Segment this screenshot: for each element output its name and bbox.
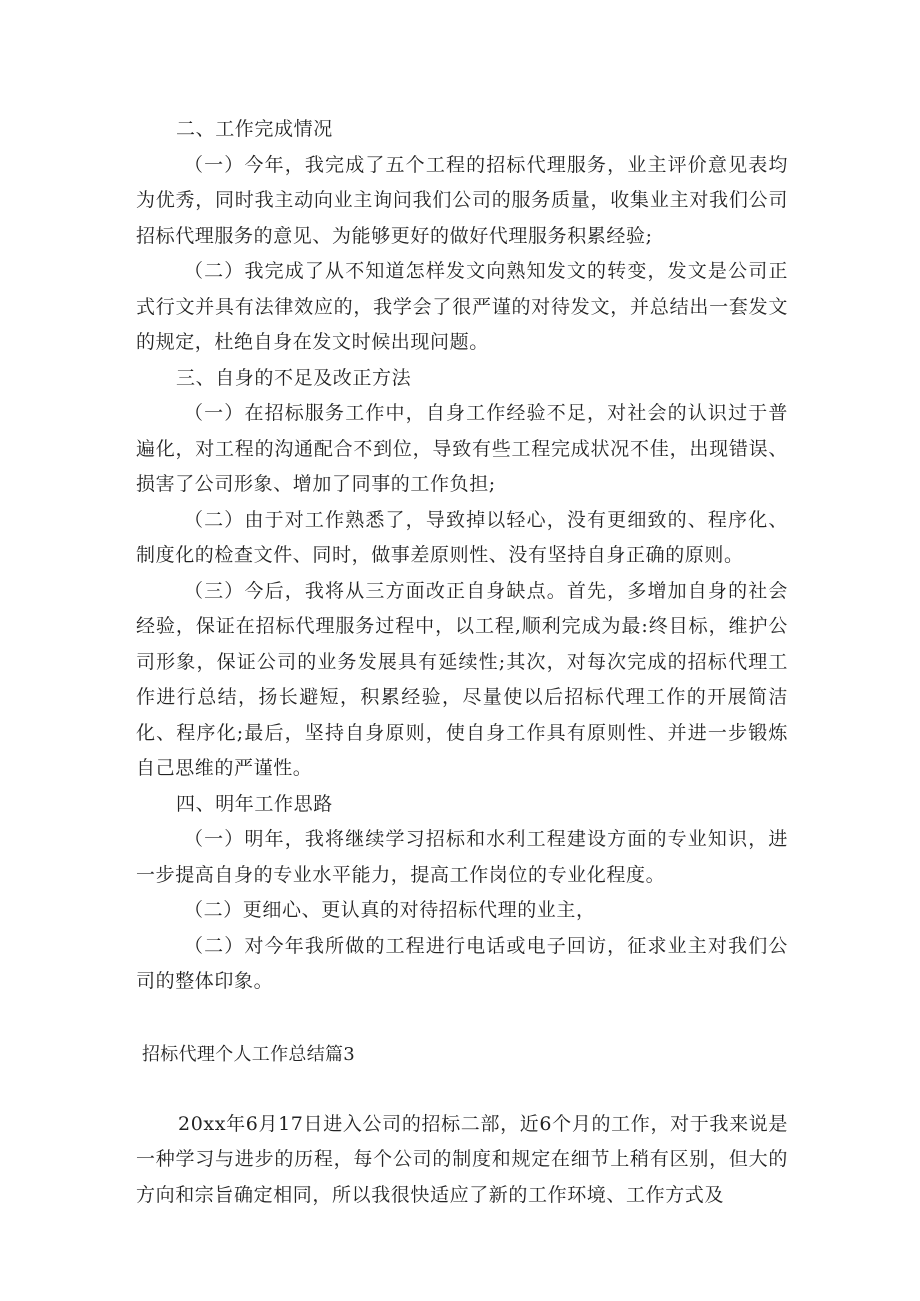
article-section-title: 招标代理个人工作总结篇3 [142,1043,356,1065]
paragraph-next-year-1: （一）明年，我将继续学习招标和水利工程建设方面的专业知识，进一步提高自身的专业水平能力，提高工作岗位的专业化程度。 [136,828,788,886]
paragraph-completion-1: （一）今年，我完成了五个工程的招标代理服务，业主评价意见表均为优秀，同时我主动向业主询问我们公司的服务质量，收集业主对我们公司招标代理服务的意见、为能够更好的做好代理服务积累经验; [136,153,788,247]
paragraph-completion-2: （二）我完成了从不知道怎样发文向熟知发文的转变，发文是公司正式行文并具有法律效应的，我学会了很严谨的对待发文，并总结出一套发文的规定，杜绝自身在发文时候出现问题。 [136,260,788,353]
section-heading-work-completion: 二、工作完成情况 [176,118,333,140]
paragraph-shortcoming-2: （二）由于对工作熟悉了，导致掉以轻心，没有更细致的、程序化、制度化的检查文件、同时，做事差原则性、没有坚持自身正确的原则。 [136,508,788,566]
section-heading-next-year: 四、明年工作思路 [176,792,333,815]
paragraph-next-year-2: （二）更细心、更认真的对待招标代理的业主， [184,899,596,921]
paragraph-article-intro: 20xx年6月17日进入公司的招标二部，近6个月的工作，对于我来说是一种学习与进步的历程，每个公司的制度和规定在细节上稍有区别，但大的方向和宗旨确定相同，所以我很快适应了新的工作环境、工作方式及 [136,1112,788,1206]
section-heading-shortcomings: 三、自身的不足及改正方法 [176,366,412,389]
paragraph-shortcoming-3: （三）今后，我将从三方面改正自身缺点。首先，多增加自身的社会经验，保证在招标代理服务过程中，以工程,顺利完成为最:终目标，维护公司形象，保证公司的业务发展具有延续性;其次，对每次完成的招标代理工作进行总结，扬长避短，积累经验，尽量使以后招标代理工作的开展简洁化、程序化;最后，坚持自身原则，使自身工作具有原则性、并进一步锻炼自己思维的严谨性。 [136,579,788,779]
document-body [136,112,788,1213]
paragraph-next-year-3: （二）对今年我所做的工程进行电话或电子回访，征求业主对我们公司的整体印象。 [136,934,788,992]
paragraph-shortcoming-1: （一）在招标服务工作中，自身工作经验不足，对社会的认识过于普遍化，对工程的沟通配合不到位，导致有些工程完成状况不佳，出现错误、损害了公司形象、增加了同事的工作负担; [136,402,788,495]
